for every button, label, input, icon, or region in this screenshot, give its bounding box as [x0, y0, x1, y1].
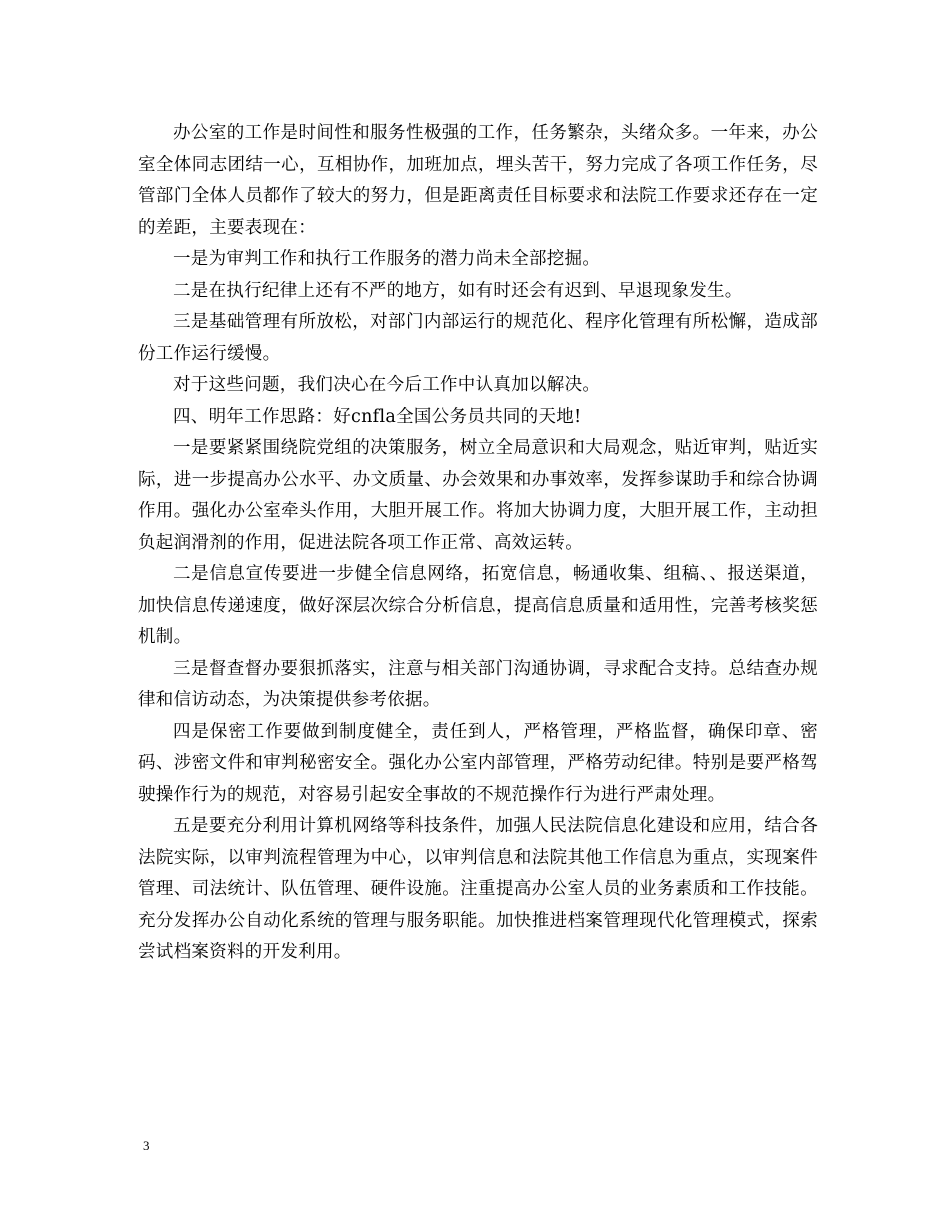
paragraph-resolution: 对于这些问题，我们决心在今后工作中认真加以解决。: [173, 375, 601, 395]
document-body: [138, 118, 818, 969]
paragraph-issue-1: 一是为审判工作和执行工作服务的潜力尚未全部挖掘。: [173, 249, 601, 269]
paragraph-plan-4: 四是保密工作要做到制度健全，责任到人，严格管理，严格监督，确保印章、密码、涉密文件和审判秘密安全。强化办公室内部管理，严格劳动纪律。特别是要严格驾驶操作行为的规范，对容易引起安全事故的不规范操作行为进行严肃处理。: [138, 721, 818, 805]
section-heading-next-year: 四、明年工作思路：好cnfla全国公务员共同的天地!: [173, 406, 582, 427]
paragraph-plan-2: 二是信息宣传要进一步健全信息网络，拓宽信息，畅通收集、组稿、、报送渠道，加快信息传递速度，做好深层次综合分析信息，提高信息质量和适用性，完善考核奖惩机制。: [138, 564, 818, 647]
paragraph-intro: 办公室的工作是时间性和服务性极强的工作，任务繁杂，头绪众多。一年来，办公室全体同志团结一心，互相协作，加班加点，埋头苦干，努力完成了各项工作任务，尽管部门全体人员都作了较大的努力，但是距离责任目标要求和法院工作要求还存在一定的差距，主要表现在：: [138, 123, 818, 238]
paragraph-plan-5: 五是要充分利用计算机网络等科技条件，加强人民法院信息化建设和应用，结合各法院实际，以审判流程管理为中心，以审判信息和法院其他工作信息为重点，实现案件管理、司法统计、队伍管理、硬件设施。注重提高办公室人员的业务素质和工作技能。充分发挥办公自动化系统的管理与服务职能。加快推进档案管理现代化管理模式，探索尝试档案资料的开发利用。: [138, 816, 818, 962]
paragraph-issue-3: 三是基础管理有所放松，对部门内部运行的规范化、程序化管理有所松懈，造成部份工作运行缓慢。: [138, 312, 818, 364]
paragraph-plan-3: 三是督查督办要狠抓落实，注意与相关部门沟通协调，寻求配合支持。总结查办规律和信访动态，为决策提供参考依据。: [138, 658, 818, 710]
page-number: 3: [143, 1138, 150, 1153]
paragraph-issue-2: 二是在执行纪律上还有不严的地方，如有时还会有迟到、早退现象发生。: [173, 280, 743, 301]
paragraph-plan-1: 一是要紧紧围绕院党组的决策服务，树立全局意识和大局观念，贴近审判，贴近实际，进一步提高办公水平、办文质量、办会效果和办事效率，发挥参谋助手和综合协调作用。强化办公室牵头作用，大胆开展工作。将加大协调力度，大胆开展工作，主动担负起润滑剂的作用，促进法院各项工作正常、高效运转。: [138, 438, 818, 553]
